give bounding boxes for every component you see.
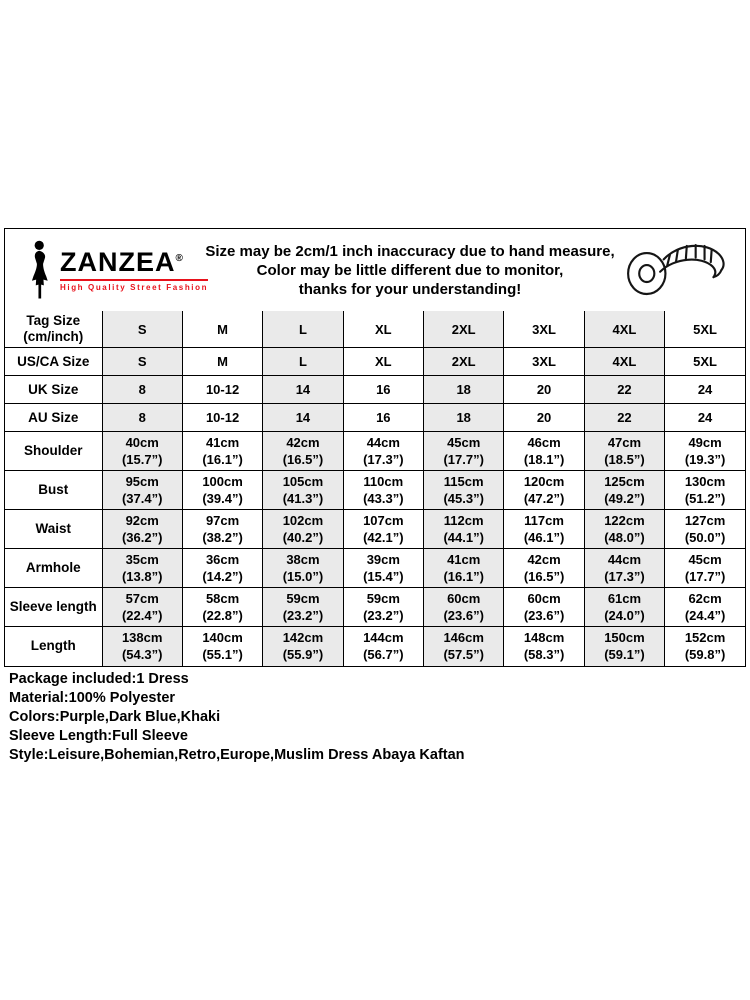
- size-cell: 60cm (23.6”): [424, 588, 504, 627]
- detail-line: Sleeve Length:Full Sleeve: [9, 727, 188, 744]
- row-label: Bust: [5, 471, 102, 510]
- size-table-row: [5, 510, 745, 549]
- size-cell: M: [182, 348, 262, 376]
- size-table: [5, 311, 745, 666]
- size-cell: L: [263, 348, 343, 376]
- size-chart-content: [4, 228, 746, 765]
- size-cell: 110cm (43.3”): [343, 471, 423, 510]
- woman-silhouette-icon: [25, 240, 55, 300]
- size-cell: 122cm (48.0”): [584, 510, 664, 549]
- size-cell: 40cm (15.7”): [102, 432, 182, 471]
- size-cell: 97cm (38.2”): [182, 510, 262, 549]
- size-cell: 24: [665, 404, 745, 432]
- size-cell: 24: [665, 376, 745, 404]
- row-label: Length: [5, 627, 102, 666]
- size-cell: 102cm (40.2”): [263, 510, 343, 549]
- size-cell: 140cm (55.1”): [182, 627, 262, 666]
- brand-name-text: ZANZEA: [60, 246, 176, 277]
- size-cell: 18: [424, 376, 504, 404]
- size-cell: 16: [343, 376, 423, 404]
- size-cell: 125cm (49.2”): [584, 471, 664, 510]
- size-table-row: [5, 588, 745, 627]
- size-cell: 120cm (47.2”): [504, 471, 584, 510]
- size-cell: 18: [424, 404, 504, 432]
- size-cell: 138cm (54.3”): [102, 627, 182, 666]
- size-cell: 45cm (17.7”): [665, 549, 745, 588]
- registered-mark: ®: [175, 252, 184, 264]
- size-cell: 144cm (56.7”): [343, 627, 423, 666]
- size-table-row: [5, 404, 745, 432]
- size-cell: 22: [584, 376, 664, 404]
- size-cell: 100cm (39.4”): [182, 471, 262, 510]
- size-cell: 150cm (59.1”): [584, 627, 664, 666]
- row-label: UK Size: [5, 376, 102, 404]
- size-cell: 62cm (24.4”): [665, 588, 745, 627]
- size-cell: 5XL: [665, 311, 745, 348]
- size-cell: 115cm (45.3”): [424, 471, 504, 510]
- size-cell: 146cm (57.5”): [424, 627, 504, 666]
- size-cell: 22: [584, 404, 664, 432]
- size-table-row: [5, 311, 745, 348]
- size-cell: S: [102, 311, 182, 348]
- size-cell: 44cm (17.3”): [584, 549, 664, 588]
- size-cell: XL: [343, 348, 423, 376]
- size-cell: 49cm (19.3”): [665, 432, 745, 471]
- size-cell: 39cm (15.4”): [343, 549, 423, 588]
- notice-line-2: Color may be little different due to monitor,: [256, 261, 564, 279]
- size-cell: 44cm (17.3”): [343, 432, 423, 471]
- size-cell: M: [182, 311, 262, 348]
- size-cell: 142cm (55.9”): [263, 627, 343, 666]
- size-cell: 105cm (41.3”): [263, 471, 343, 510]
- size-cell: 46cm (18.1”): [504, 432, 584, 471]
- size-table-row: [5, 471, 745, 510]
- product-details: [4, 670, 746, 765]
- size-cell: 5XL: [665, 348, 745, 376]
- size-cell: 60cm (23.6”): [504, 588, 584, 627]
- row-label: Shoulder: [5, 432, 102, 471]
- size-cell: 8: [102, 404, 182, 432]
- size-cell: 35cm (13.8”): [102, 549, 182, 588]
- size-table-row: [5, 627, 745, 666]
- detail-line: Package included:1 Dress: [9, 670, 189, 687]
- size-cell: 41cm (16.1”): [424, 549, 504, 588]
- size-cell: 36cm (14.2”): [182, 549, 262, 588]
- size-table-row: [5, 376, 745, 404]
- size-cell: 4XL: [584, 311, 664, 348]
- size-cell: 20: [504, 404, 584, 432]
- size-cell: 112cm (44.1”): [424, 510, 504, 549]
- size-cell: 59cm (23.2”): [263, 588, 343, 627]
- notice-line-3: thanks for your understanding!: [298, 280, 522, 298]
- brand-tagline: High Quality Street Fashion: [60, 279, 208, 292]
- row-label: Tag Size (cm/inch): [5, 311, 102, 348]
- detail-line: Material:100% Polyester: [9, 689, 176, 706]
- size-cell: 58cm (22.8”): [182, 588, 262, 627]
- brand-text: [60, 246, 209, 292]
- size-cell: 127cm (50.0”): [665, 510, 745, 549]
- detail-line: Style:Leisure,Bohemian,Retro,Europe,Muslim Dress Abaya Kaftan: [9, 746, 465, 763]
- brand-name: [60, 246, 208, 277]
- size-cell: 47cm (18.5”): [584, 432, 664, 471]
- size-table-row: [5, 432, 745, 471]
- size-cell: S: [102, 348, 182, 376]
- row-label: Waist: [5, 510, 102, 549]
- size-cell: 14: [263, 376, 343, 404]
- size-chart-sheet: [4, 228, 746, 667]
- size-cell: 14: [263, 404, 343, 432]
- size-table-row: [5, 348, 745, 376]
- row-label: AU Size: [5, 404, 102, 432]
- notice-line-1: Size may be 2cm/1 inch inaccuracy due to hand measure,: [205, 242, 615, 260]
- row-label: Sleeve length: [5, 588, 102, 627]
- size-cell: 61cm (24.0”): [584, 588, 664, 627]
- size-cell: 20: [504, 376, 584, 404]
- size-cell: 107cm (42.1”): [343, 510, 423, 549]
- measuring-tape-icon: [623, 238, 731, 302]
- size-cell: 130cm (51.2”): [665, 471, 745, 510]
- row-label: US/CA Size: [5, 348, 102, 376]
- size-cell: 42cm (16.5”): [504, 549, 584, 588]
- size-cell: 57cm (22.4”): [102, 588, 182, 627]
- size-cell: 38cm (15.0”): [263, 549, 343, 588]
- detail-line: Colors:Purple,Dark Blue,Khaki: [9, 708, 221, 725]
- size-cell: 95cm (37.4”): [102, 471, 182, 510]
- size-cell: 148cm (58.3”): [504, 627, 584, 666]
- size-table-row: [5, 549, 745, 588]
- size-cell: 117cm (46.1”): [504, 510, 584, 549]
- size-cell: 152cm (59.8”): [665, 627, 745, 666]
- size-cell: 3XL: [504, 348, 584, 376]
- size-cell: 41cm (16.1”): [182, 432, 262, 471]
- measure-notice: [197, 242, 623, 299]
- size-cell: 42cm (16.5”): [263, 432, 343, 471]
- size-cell: 4XL: [584, 348, 664, 376]
- brand-logo: [25, 240, 209, 300]
- size-cell: 59cm (23.2”): [343, 588, 423, 627]
- size-cell: L: [263, 311, 343, 348]
- size-cell: 8: [102, 376, 182, 404]
- size-cell: 10-12: [182, 376, 262, 404]
- size-cell: 92cm (36.2”): [102, 510, 182, 549]
- size-cell: 2XL: [424, 311, 504, 348]
- size-cell: 2XL: [424, 348, 504, 376]
- sheet-header: [5, 229, 745, 311]
- size-cell: 16: [343, 404, 423, 432]
- size-cell: 45cm (17.7”): [424, 432, 504, 471]
- size-cell: 3XL: [504, 311, 584, 348]
- size-cell: XL: [343, 311, 423, 348]
- row-label: Armhole: [5, 549, 102, 588]
- size-cell: 10-12: [182, 404, 262, 432]
